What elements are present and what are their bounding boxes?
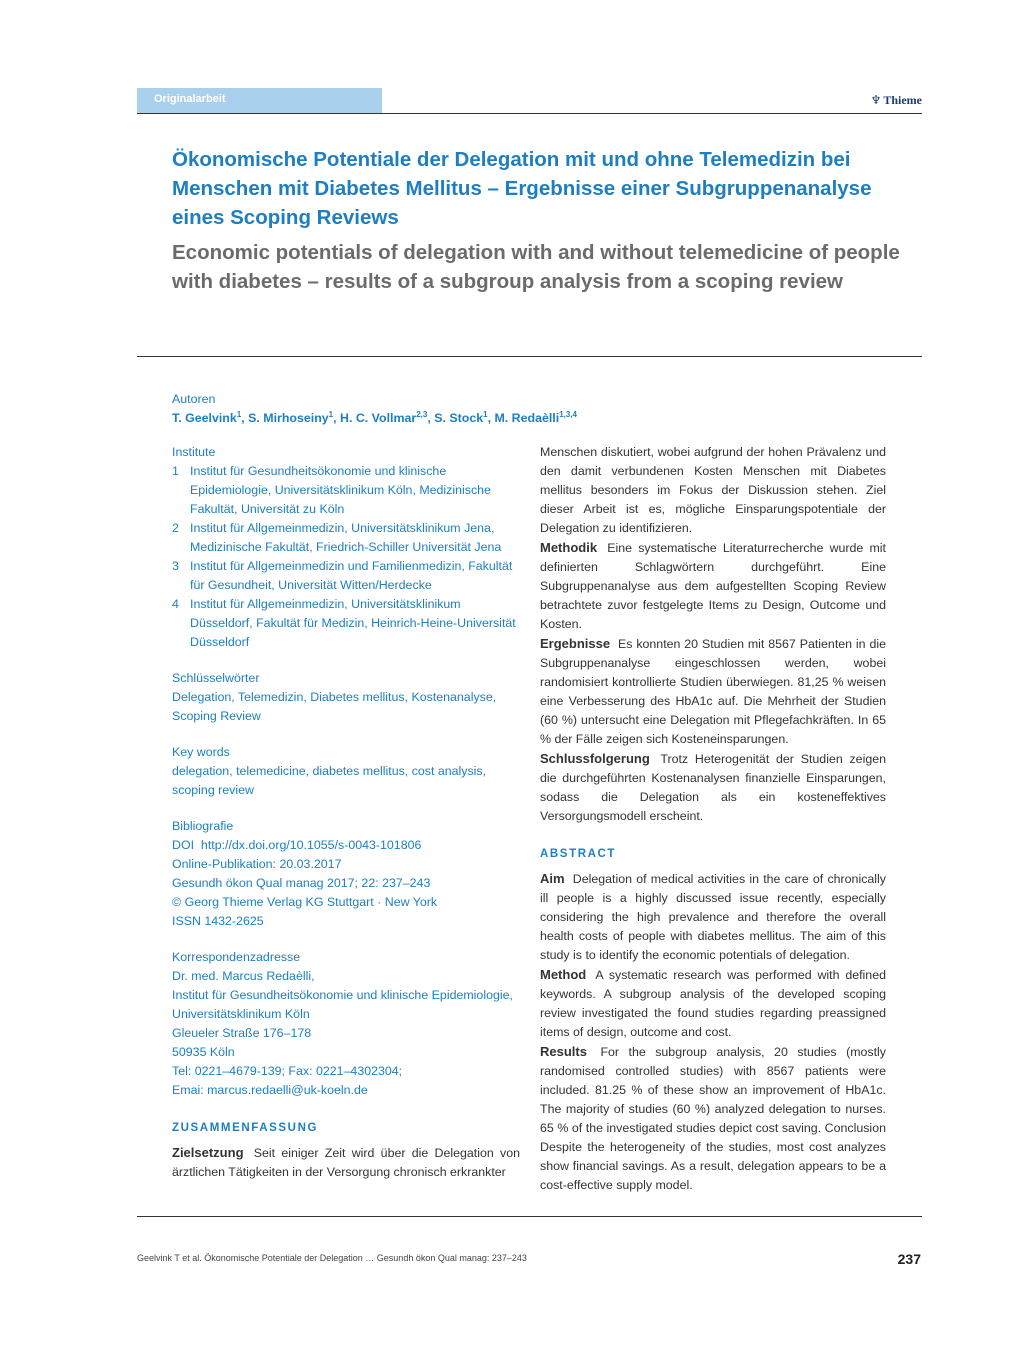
authors-heading: Autoren [172,392,216,406]
institute-number: 1 [172,464,179,478]
results-paragraph [540,1042,886,1195]
online-publication: Online-Publikation: 20.03.2017 [172,857,342,871]
institute-text: Institut für Gesundheitsökonomie und klinische Epidemiologie, Universitätsklinikum Köln, Medizinische Fakultät, Universität zu Köln [190,464,491,516]
zielsetzung-text: Seit einiger Zeit wird über die Delegation von ärztlichen Tätigkeiten in der Versorgung chronisch erkrankter [172,1146,520,1179]
author-name: M. Redaèlli [494,411,560,425]
author-separator: , [241,411,249,425]
aim-paragraph [540,869,886,965]
publisher-name: Thieme [883,93,922,107]
institute-number: 2 [172,521,179,535]
doi-label: DOI [172,838,195,852]
correspondence-institute: Institut für Gesundheitsökonomie und klinische Epidemiologie, Universitätsklinikum Köln [172,988,513,1021]
ergebnisse-text: Es konnten 20 Studien mit 8567 Patienten in die Subgruppenanalyse eingeschlossen werden, wobei randomisiert kontrollierte Studien überwiegen. 81,25 % weisen eine Verbesserung des HbA1c auf. Die Mehrheit der Studien (60 %) untersucht eine Delegation mit Pflegefachkräften. In 65 % der Fälle zeigen sich Kosteneinsparungen. [540,637,886,746]
correspondence-phone: Tel: 0221–4679-139; Fax: 0221–4302304; [172,1064,403,1078]
footer-citation: Geelvink T et al. Ökonomische Potentiale der Delegation … Gesundh ökon Qual manag: 237–243 [137,1253,527,1263]
bibliography-heading: Bibliografie [172,819,234,833]
methodik-paragraph [540,538,886,634]
correspondence-city: 50935 Köln [172,1045,235,1059]
author-separator: , [487,411,495,425]
aim-label: Aim [540,871,565,886]
author-list [172,409,577,428]
author-affiliation: 1,3,4 [559,409,577,419]
issn: ISSN 1432-2625 [172,914,264,928]
author-name: H. C. Vollmar [340,411,417,425]
institute-text: Institut für Allgemeinmedizin und Familienmedizin, Fakultät für Gesundheit, Universität Witten/Herdecke [190,559,513,592]
author-name: S. Mirhoseiny [248,411,329,425]
institute-item [172,462,520,519]
institute-number: 3 [172,559,179,573]
title-german: Ökonomische Potentiale der Delegation mit und ohne Telemedizin bei Menschen mit Diabetes Mellitus – Ergebnisse einer Subgruppenanalyse eines Scoping Reviews [172,148,872,229]
journal-citation: Gesundh ökon Qual manag 2017; 22: 237–243 [172,876,431,890]
doi-line [172,836,520,855]
doi-link[interactable]: http://dx.doi.org/10.1055/s-0043-101806 [200,838,422,852]
conclusion-text: Despite the heterogeneity of the studies, most cost analyzes show financial savings. As a result, delegation appears to be a cost-effective supply model. [540,1140,886,1192]
keywords-de-text: Delegation, Telemedizin, Diabetes mellitus, Kostenanalyse, Scoping Review [172,690,497,723]
author-name: S. Stock [434,411,484,425]
institute-item [172,519,520,557]
institute-item [172,557,520,595]
author-separator: , [427,411,435,425]
footer-rule [137,1216,922,1217]
right-column [540,443,886,1195]
keywords-de-heading: Schlüsselwörter [172,671,260,685]
methodik-label: Methodik [540,540,598,555]
institutes-heading: Institute [172,445,216,459]
zielsetzung-label: Zielsetzung [172,1145,244,1160]
zusammenfassung-heading: ZUSAMMENFASSUNG [172,1122,319,1134]
left-column [172,443,520,1182]
correspondence-name: Dr. med. Marcus Redaèlli, [172,969,315,983]
title-english: Economic potentials of delegation with and without telemedicine of people with diabetes – results of a subgroup analysis from a scoping review [172,241,900,293]
schlussfolgerung-paragraph [540,749,886,826]
article-type-tag: Originalarbeit [137,88,382,114]
schlussfolgerung-label: Schlussfolgerung [540,751,650,766]
correspondence-heading: Korrespondenzadresse [172,950,301,964]
correspondence-email[interactable]: Emai: marcus.redaelli@uk-koeln.de [172,1083,368,1097]
author-name: T. Geelvink [172,411,237,425]
copyright: © Georg Thieme Verlag KG Stuttgart · New York [172,895,438,909]
author-affiliation: 2,3 [416,409,428,419]
aim-text: Delegation of medical activities in the care of chronically ill people is a highly discussed issue recently, especially considering the high prevalence and therefore the overall health costs of people with diabetes mellitus. The aim of this study is to identify the economic potentials of delegation. [540,872,886,962]
title-rule [137,356,922,357]
publisher-logo [871,93,922,108]
method-text: A systematic research was performed with defined keywords. A subgroup analysis of the developed scoping review investigated the found studies regarding preassigned items of design, outcome and cost. [540,968,886,1039]
institutes-list [172,462,520,652]
header-rule [137,113,922,114]
author-affiliation: 1 [483,409,488,419]
page-number: 237 [897,1251,921,1267]
thieme-crest-icon: ♆ [870,93,882,107]
institute-text: Institut für Allgemeinmedizin, Universitätsklinikum Düsseldorf, Fakultät für Medizin, Heinrich-Heine-Universität Düsseldorf [190,597,516,649]
methodik-text: Eine systematische Literaturrecherche wurde mit definierten Schlagwörtern durchgeführt. Eine Subgruppenanalyse aus dem aufgestellten Scoping Review betrachtete zuvor festgelegte Items zu Design, Outcome und Kosten. [540,541,886,631]
conclusion-label: Conclusion [824,1121,886,1135]
results-label: Results [540,1044,587,1059]
zielsetzung-continued: Menschen diskutiert, wobei aufgrund der hohen Prävalenz und den damit verbundenen Kosten Menschen mit Diabetes mellitus besonders im Fokus der Diskussion stehen. Ziel dieser Arbeit ist es, mögliche Einsparungspotentiale der Delegation zu identifizieren. [540,445,886,535]
author-separator: , [333,411,340,425]
ergebnisse-paragraph [540,634,886,749]
method-paragraph [540,965,886,1042]
author-affiliation: 1 [328,409,334,419]
ergebnisse-label: Ergebnisse [540,636,611,651]
keywords-en-heading: Key words [172,745,230,759]
correspondence-street: Gleueler Straße 176–178 [172,1026,312,1040]
authors-block [172,390,577,428]
institute-text: Institut für Allgemeinmedizin, Universitätsklinikum Jena, Medizinische Fakultät, Friedrich-Schiller Universität Jena [190,521,502,554]
keywords-en-text: delegation, telemedicine, diabetes mellitus, cost analysis, scoping review [172,764,487,797]
method-label: Method [540,967,587,982]
author-affiliation: 1 [236,409,242,419]
institute-number: 4 [172,597,179,611]
results-text: For the subgroup analysis, 20 studies (mostly randomised controlled studies) with 8567 patients were included. 81.25 % of these show an improvement of HbA1c. The majority of studies (60 %) analyzed delegation to nurses. 65 % of the investigated studies depict cost saving. [540,1045,886,1135]
zielsetzung-paragraph [172,1143,520,1182]
institute-item [172,595,520,652]
schlussfolgerung-text: Trotz Heterogenität der Studien zeigen die durchgeführten Kostenanalysen finanzielle Einsparungen, sodass die Delegation als ein kosteneffektives Versorgungsmodell erscheint. [540,752,887,823]
abstract-heading: ABSTRACT [540,848,617,860]
